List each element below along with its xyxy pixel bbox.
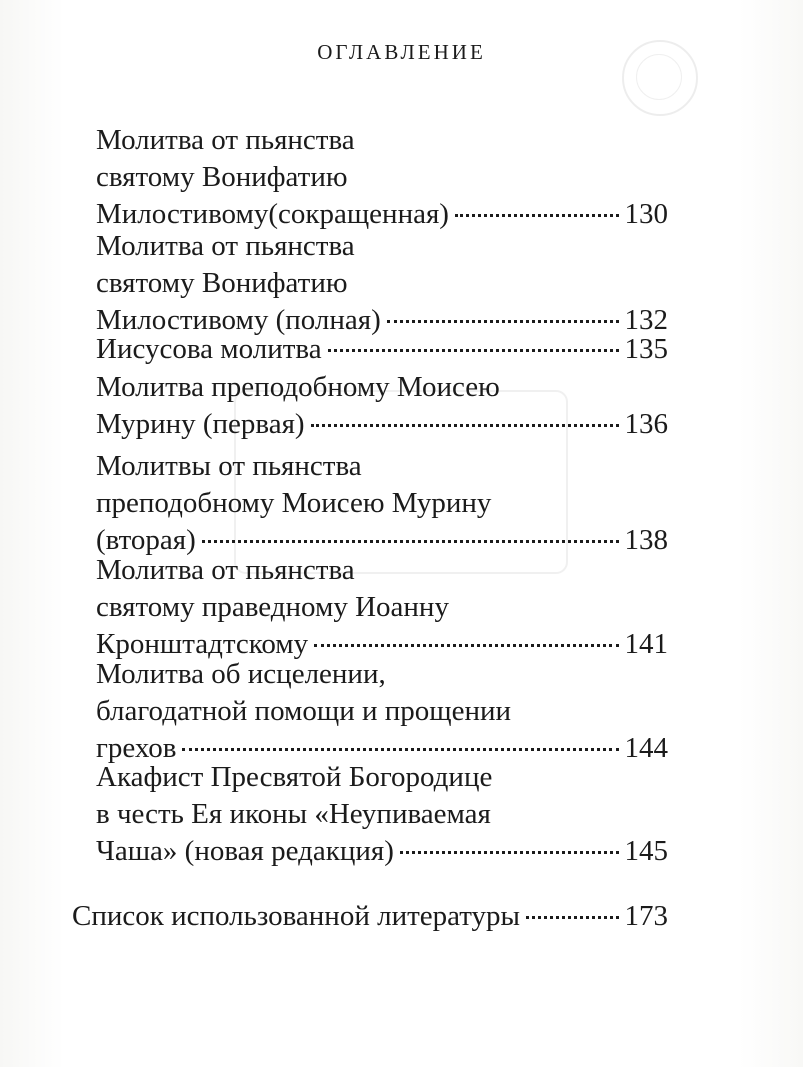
entry-line: преподобному Моисею Мурину: [96, 487, 492, 519]
entry-line: святому Вонифатию: [96, 267, 348, 299]
page-number: 132: [624, 304, 668, 336]
page-number: 138: [624, 524, 668, 556]
entry-line: благодатной помощи и прощении: [96, 695, 512, 727]
page-title: ОГЛАВЛЕНИЕ: [317, 40, 486, 64]
page-number: 141: [624, 628, 668, 660]
page-number: 136: [624, 408, 668, 440]
dot-leader: [387, 320, 619, 323]
entry-text: Иисусова молитва: [96, 333, 322, 365]
entry-last-line: [96, 331, 668, 368]
dot-leader: [328, 349, 619, 352]
toc-entry: [96, 331, 668, 368]
toc-entry: [96, 759, 668, 870]
dot-leader: [400, 851, 619, 854]
page-number: 130: [624, 198, 668, 230]
entry-text: Кронштадтскому: [96, 628, 309, 660]
dot-leader: [526, 916, 618, 919]
entry-last-line: [96, 406, 668, 443]
entry-text: грехов: [96, 732, 177, 764]
toc-entry: [96, 369, 668, 443]
toc-entry: [96, 448, 668, 559]
page-number: 135: [624, 333, 668, 365]
entry-line: Молитвы от пьянства: [96, 450, 362, 482]
entry-line: святому Вонифатию: [96, 161, 348, 193]
toc-entry: [96, 122, 668, 233]
entry-text: Милостивому (полная): [96, 304, 381, 336]
toc-entry: [96, 656, 668, 767]
entry-line: святому праведному Иоанну: [96, 591, 449, 623]
entry-text: Милостивому(сокращенная): [96, 198, 449, 230]
entry-text: (вторая): [96, 524, 196, 556]
dot-leader: [311, 424, 619, 427]
entry-last-line: [96, 833, 668, 870]
toc-entry-bibliography: [72, 898, 668, 935]
entry-text: Мурину (первая): [96, 408, 305, 440]
dot-leader: [455, 214, 619, 217]
page-number: 173: [624, 900, 668, 932]
dot-leader: [182, 748, 618, 751]
toc-entry: [96, 228, 668, 339]
page-number: 144: [624, 732, 668, 764]
entry-line: Акафист Пресвятой Богородице: [96, 761, 493, 793]
dot-leader: [202, 540, 619, 543]
dot-leader: [314, 644, 618, 647]
entry-line: Молитва от пьянства: [96, 554, 355, 586]
entry-line: Молитва от пьянства: [96, 124, 355, 156]
entry-last-line: [72, 898, 668, 935]
entry-line: в честь Ея иконы «Неупиваемая: [96, 798, 491, 830]
entry-line: Молитва преподобному Моисею: [96, 371, 500, 403]
entry-line: Молитва от пьянства: [96, 230, 355, 262]
page-number: 145: [624, 835, 668, 867]
entry-text: Чаша» (новая редакция): [96, 835, 394, 867]
toc-entry: [96, 552, 668, 663]
entry-line: Молитва об исцелении,: [96, 658, 386, 690]
entry-text: Список использованной литературы: [72, 900, 521, 932]
